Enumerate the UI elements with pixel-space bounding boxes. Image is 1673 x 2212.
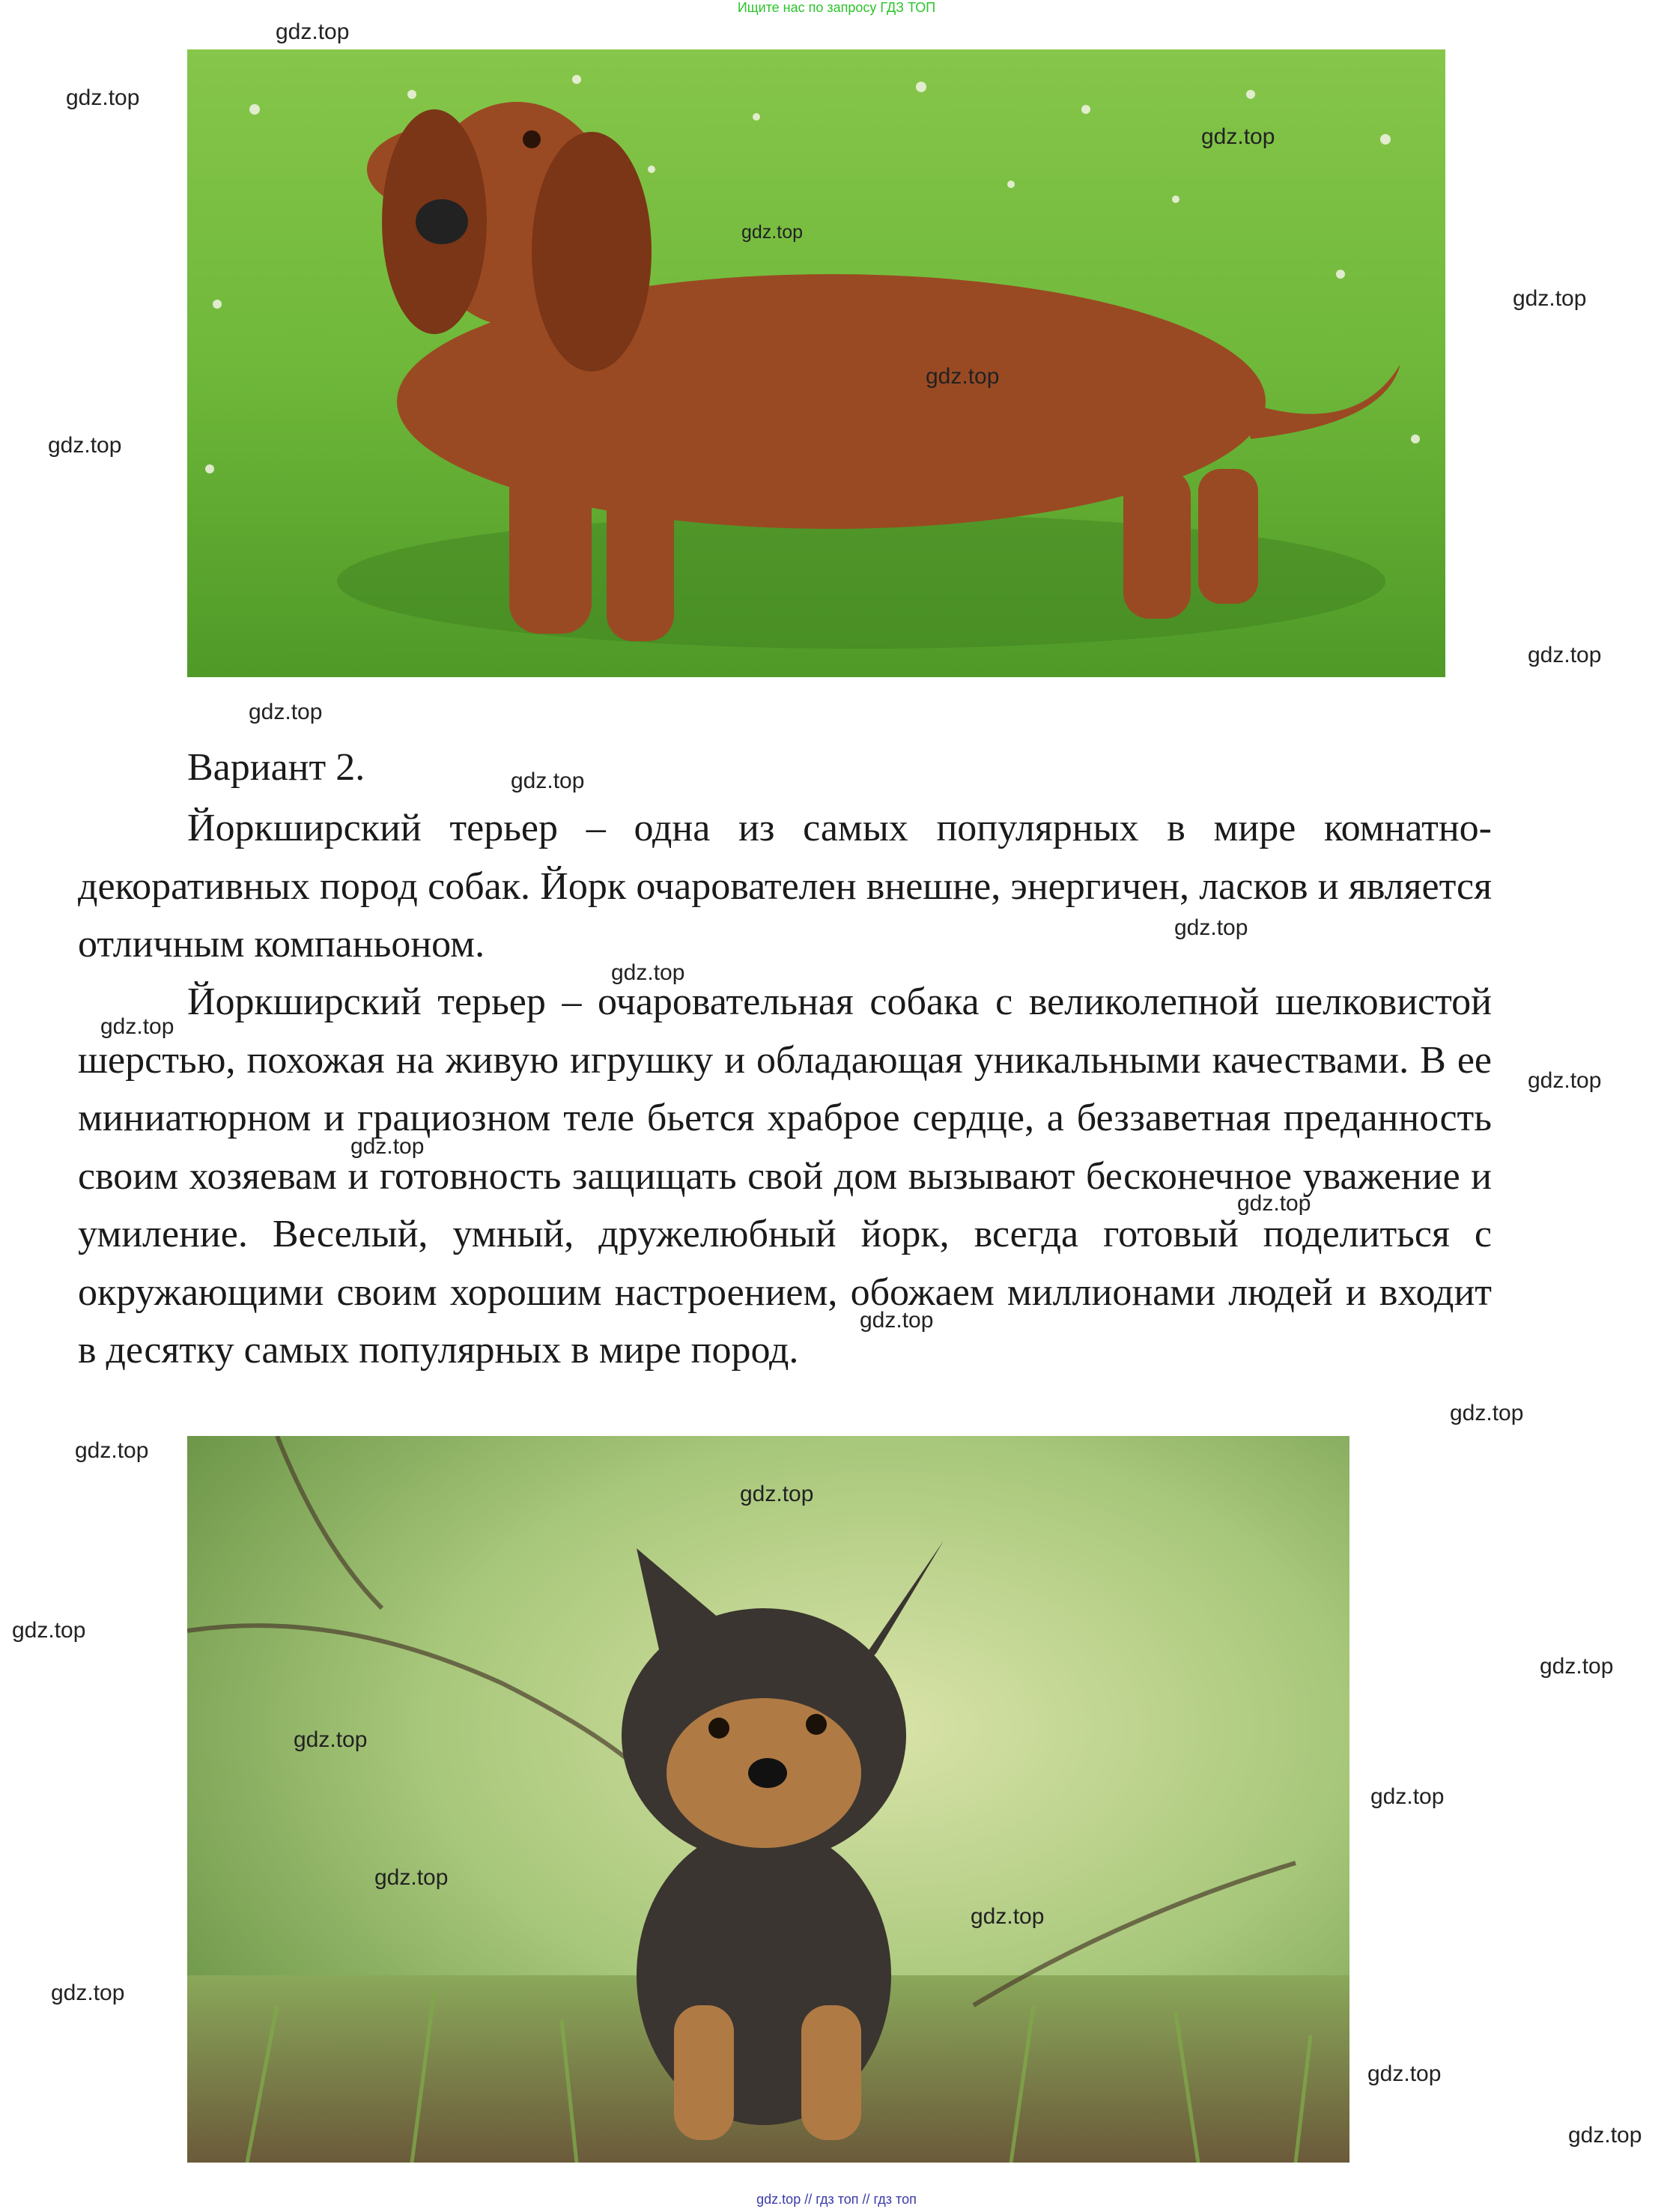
yorkshire-terrier-photo (187, 1436, 1349, 2163)
watermark: gdz.top (276, 19, 350, 44)
watermark: gdz.top (926, 364, 1000, 389)
watermark: gdz.top (66, 85, 140, 110)
bottom-banner: gdz.top // гдз топ // гдз топ (756, 2192, 917, 2207)
watermark: gdz.top (1370, 1784, 1445, 1809)
watermark: gdz.top (1540, 1654, 1614, 1679)
watermark: gdz.top (511, 769, 585, 793)
watermark: gdz.top (48, 433, 122, 458)
paragraph-2: Йоркширский терьер – очаровательная собака с великолепной шелковистой шерстью, похожая на живую игрушку и обладающая уникальными качествами. В ее миниатюрном и грациозном теле бьется храброе сердце, а беззаветная преданность своим хозяевам и готовность защищать свой дом вызывают бесконечное уважение и умиление. Веселый, умный, дружелюбный йорк, всегда готовый поделиться с окружающими своим хорошим настроением, обожаем миллионами людей и входит в десятку самых популярных в мире пород. (78, 981, 1492, 1372)
top-banner: Ищите нас по запросу ГДЗ ТОП (737, 0, 936, 15)
watermark: gdz.top (1568, 2123, 1642, 2148)
watermark: gdz.top (1528, 643, 1602, 667)
watermark: gdz.top (100, 1014, 174, 1039)
watermark: gdz.top (249, 700, 323, 724)
watermark: gdz.top (51, 1981, 125, 2005)
watermark: gdz.top (374, 1865, 449, 1890)
watermark: gdz.top (1174, 915, 1248, 940)
watermark: gdz.top (971, 1904, 1045, 1929)
watermark: gdz.top (740, 1482, 814, 1506)
watermark: gdz.top (294, 1727, 368, 1752)
watermark: gdz.top (1367, 2061, 1442, 2086)
watermark: gdz.top (1201, 124, 1275, 149)
watermark: gdz.top (75, 1438, 149, 1463)
watermark: gdz.top (350, 1134, 425, 1159)
watermark: gdz.top (1513, 286, 1587, 311)
watermark: gdz.top (12, 1618, 86, 1643)
watermark: gdz.top (1450, 1401, 1524, 1425)
variant-heading: Вариант 2. (187, 746, 365, 789)
watermark: gdz.top (611, 960, 685, 985)
watermark: gdz.top (1237, 1191, 1311, 1216)
paragraph-1: Йоркширский терьер – одна из самых популярных в мире комнатно-декоративных пород собак. Йорк очарователен внешне, энергичен, ласков и является отличным компаньоном. (78, 807, 1492, 966)
watermark: gdz.top (741, 222, 804, 243)
watermark: gdz.top (860, 1308, 934, 1333)
watermark: gdz.top (1528, 1068, 1602, 1093)
